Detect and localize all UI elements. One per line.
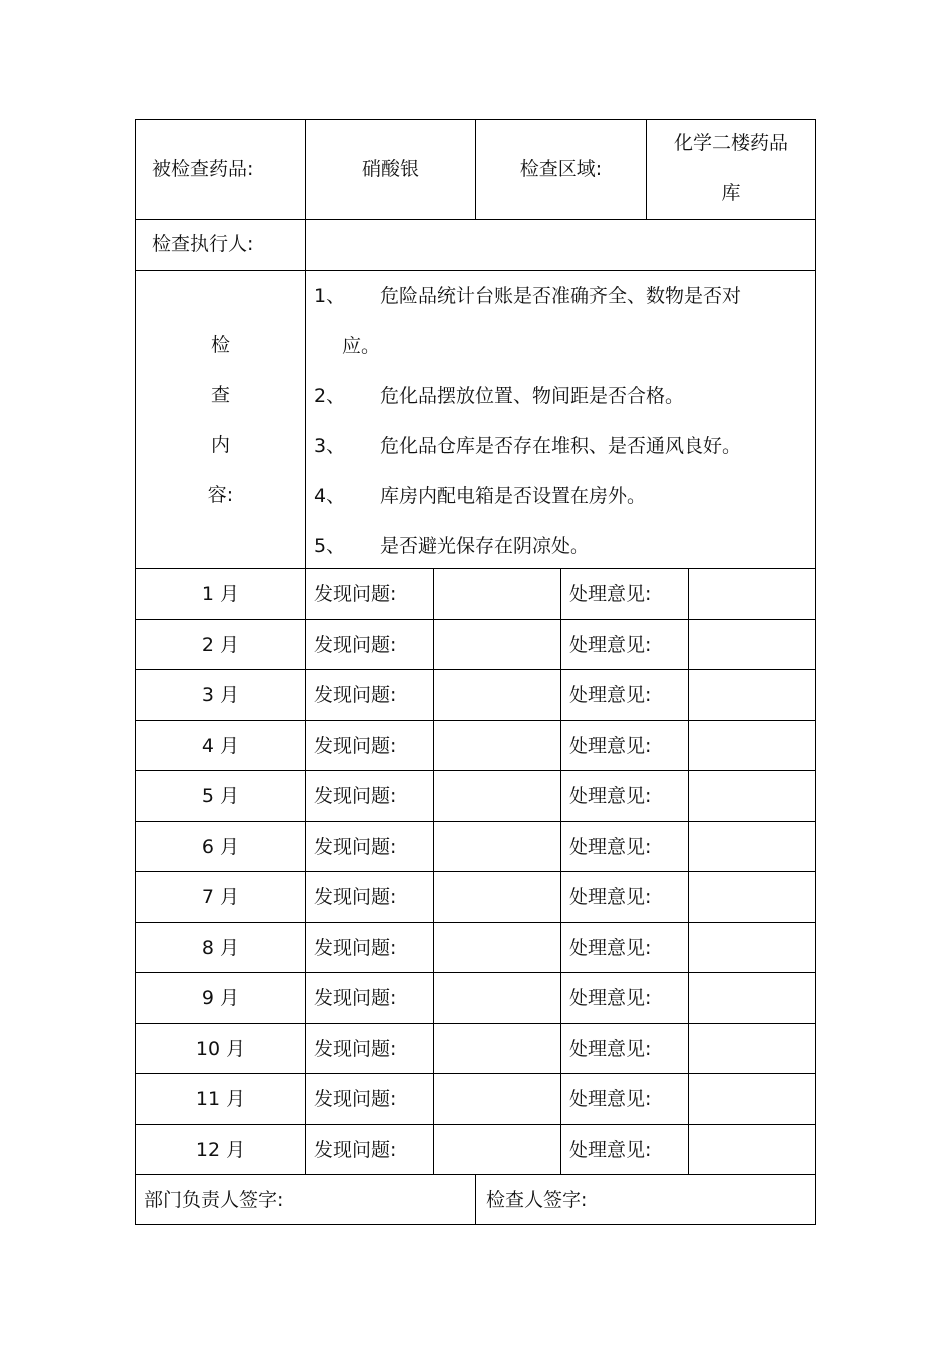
problem-label-cell xyxy=(305,568,434,620)
month-label: 10 月 xyxy=(195,1038,246,1060)
opinion-label-cell xyxy=(560,972,689,1024)
problem-label: 发现问题: xyxy=(314,836,397,858)
month-label-cell xyxy=(135,770,306,822)
opinion-value-cell[interactable] xyxy=(688,669,816,721)
month-label: 3 月 xyxy=(201,684,240,706)
area-value-cell[interactable] xyxy=(646,119,816,220)
month-label: 4 月 xyxy=(201,735,240,757)
opinion-label-cell xyxy=(560,770,689,822)
opinion-label: 处理意见: xyxy=(569,583,652,605)
problem-label: 发现问题: xyxy=(314,634,397,656)
month-label: 1 月 xyxy=(201,583,240,605)
content-label-char-2: 查 xyxy=(210,384,230,406)
opinion-label-cell xyxy=(560,619,689,670)
content-item-1-text: 危险品统计台账是否准确齐全、数物是否对 xyxy=(380,285,742,307)
problem-label-cell xyxy=(305,972,434,1024)
area-label-cell xyxy=(475,119,647,220)
opinion-label: 处理意见: xyxy=(569,1038,652,1060)
area-label: 检查区域: xyxy=(519,158,603,180)
problem-label: 发现问题: xyxy=(314,886,397,908)
problem-value-cell[interactable] xyxy=(433,770,561,822)
month-label-cell xyxy=(135,669,306,721)
month-label-cell xyxy=(135,1073,306,1125)
opinion-value-cell[interactable] xyxy=(688,821,816,872)
content-item-4-text: 库房内配电箱是否设置在房外。 xyxy=(380,485,647,507)
problem-value-cell[interactable] xyxy=(433,972,561,1024)
opinion-label: 处理意见: xyxy=(569,987,652,1009)
content-item-2-text: 危化品摆放位置、物间距是否合格。 xyxy=(380,385,685,407)
month-label-cell xyxy=(135,1023,306,1074)
content-item-3-num: 3、 xyxy=(314,435,346,457)
inspection-form xyxy=(135,119,816,1225)
drug-value-cell[interactable] xyxy=(305,119,476,220)
drug-value: 硝酸银 xyxy=(361,158,419,180)
executor-value-cell[interactable] xyxy=(305,219,816,271)
opinion-label-cell xyxy=(560,1073,689,1125)
content-label-cell xyxy=(135,270,306,569)
drug-label: 被检查药品: xyxy=(152,158,254,180)
drug-label-cell xyxy=(135,119,306,220)
executor-label-cell xyxy=(135,219,306,271)
problem-label: 发现问题: xyxy=(314,1088,397,1110)
month-label-cell xyxy=(135,568,306,620)
opinion-value-cell[interactable] xyxy=(688,1023,816,1074)
problem-value-cell[interactable] xyxy=(433,871,561,923)
problem-label: 发现问题: xyxy=(314,684,397,706)
month-label: 6 月 xyxy=(201,836,240,858)
content-item-5-text: 是否避光保存在阴凉处。 xyxy=(380,535,590,557)
problem-label: 发现问题: xyxy=(314,735,397,757)
problem-label-cell xyxy=(305,922,434,973)
content-label-char-1: 检 xyxy=(210,334,230,356)
problem-label-cell xyxy=(305,619,434,670)
opinion-label: 处理意见: xyxy=(569,886,652,908)
opinion-label-cell xyxy=(560,821,689,872)
opinion-label: 处理意见: xyxy=(569,634,652,656)
problem-label-cell xyxy=(305,1124,434,1175)
opinion-value-cell[interactable] xyxy=(688,568,816,620)
opinion-value-cell[interactable] xyxy=(688,972,816,1024)
month-label-cell xyxy=(135,871,306,923)
problem-label: 发现问题: xyxy=(314,785,397,807)
problem-label: 发现问题: xyxy=(314,937,397,959)
opinion-value-cell[interactable] xyxy=(688,1124,816,1175)
problem-value-cell[interactable] xyxy=(433,1124,561,1175)
problem-value-cell[interactable] xyxy=(433,669,561,721)
problem-value-cell[interactable] xyxy=(433,1073,561,1125)
inspector-sign-cell[interactable] xyxy=(475,1174,816,1225)
opinion-label-cell xyxy=(560,922,689,973)
content-label-char-3: 内 xyxy=(210,434,230,456)
problem-value-cell[interactable] xyxy=(433,922,561,973)
problem-label-cell xyxy=(305,821,434,872)
opinion-value-cell[interactable] xyxy=(688,720,816,771)
problem-value-cell[interactable] xyxy=(433,619,561,670)
content-item-4-num: 4、 xyxy=(314,485,346,507)
opinion-label: 处理意见: xyxy=(569,785,652,807)
opinion-value-cell[interactable] xyxy=(688,1073,816,1125)
dept-sign-label: 部门负责人签字: xyxy=(144,1189,284,1211)
problem-label-cell xyxy=(305,669,434,721)
inspector-sign-label: 检查人签字: xyxy=(486,1189,588,1211)
month-label: 5 月 xyxy=(201,785,240,807)
content-item-2-num: 2、 xyxy=(314,385,346,407)
month-label-cell xyxy=(135,821,306,872)
content-items-cell xyxy=(305,270,816,569)
month-label-cell xyxy=(135,972,306,1024)
opinion-label-cell xyxy=(560,1124,689,1175)
month-label-cell xyxy=(135,922,306,973)
content-label-char-4: 容: xyxy=(207,484,234,506)
problem-label: 发现问题: xyxy=(314,1038,397,1060)
problem-value-cell[interactable] xyxy=(433,821,561,872)
month-label-cell xyxy=(135,1124,306,1175)
problem-value-cell[interactable] xyxy=(433,720,561,771)
problem-label: 发现问题: xyxy=(314,1139,397,1161)
content-item-1-cont: 应。 xyxy=(342,335,381,357)
opinion-value-cell[interactable] xyxy=(688,871,816,923)
month-label: 12 月 xyxy=(195,1139,246,1161)
opinion-label: 处理意见: xyxy=(569,1088,652,1110)
month-label-cell xyxy=(135,720,306,771)
opinion-label: 处理意见: xyxy=(569,937,652,959)
content-item-1-num: 1、 xyxy=(314,285,346,307)
opinion-value-cell[interactable] xyxy=(688,922,816,973)
opinion-value-cell[interactable] xyxy=(688,619,816,670)
problem-label: 发现问题: xyxy=(314,583,397,605)
opinion-label: 处理意见: xyxy=(569,735,652,757)
month-label: 7 月 xyxy=(201,886,240,908)
problem-label-cell xyxy=(305,871,434,923)
problem-label: 发现问题: xyxy=(314,987,397,1009)
content-item-5-num: 5、 xyxy=(314,535,346,557)
opinion-label: 处理意见: xyxy=(569,1139,652,1161)
month-label-cell xyxy=(135,619,306,670)
month-label: 9 月 xyxy=(201,987,240,1009)
problem-label-cell xyxy=(305,1073,434,1125)
opinion-label: 处理意见: xyxy=(569,836,652,858)
dept-sign-cell[interactable] xyxy=(135,1174,476,1225)
problem-label-cell xyxy=(305,770,434,822)
opinion-label-cell xyxy=(560,568,689,620)
month-label: 2 月 xyxy=(201,634,240,656)
month-label: 11 月 xyxy=(195,1088,246,1110)
area-value-line2: 库 xyxy=(721,182,741,204)
content-item-3-text: 危化品仓库是否存在堆积、是否通风良好。 xyxy=(380,435,742,457)
opinion-label: 处理意见: xyxy=(569,684,652,706)
month-label: 8 月 xyxy=(201,937,240,959)
problem-value-cell[interactable] xyxy=(433,1023,561,1074)
problem-value-cell[interactable] xyxy=(433,568,561,620)
opinion-label-cell xyxy=(560,1023,689,1074)
executor-label: 检查执行人: xyxy=(152,233,254,255)
problem-label-cell xyxy=(305,1023,434,1074)
opinion-value-cell[interactable] xyxy=(688,770,816,822)
opinion-label-cell xyxy=(560,669,689,721)
area-value-line1: 化学二楼药品 xyxy=(673,132,788,154)
opinion-label-cell xyxy=(560,871,689,923)
opinion-label-cell xyxy=(560,720,689,771)
problem-label-cell xyxy=(305,720,434,771)
